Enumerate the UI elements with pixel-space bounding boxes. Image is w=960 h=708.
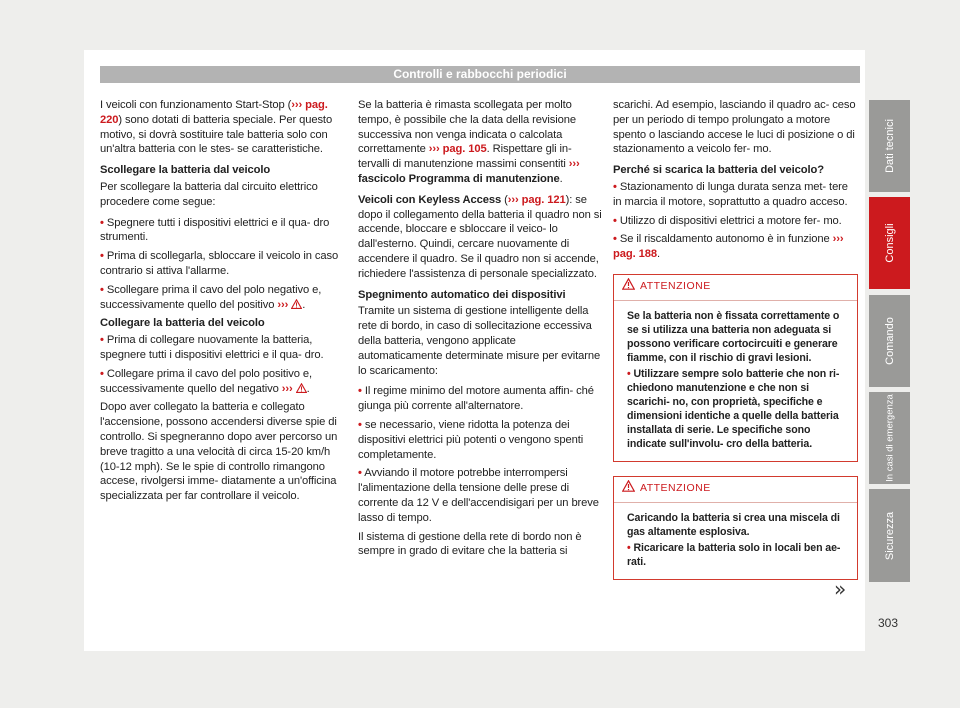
tab-in-casi-di-emergenza[interactable]: In casi di emergenza [869,392,910,484]
paragraph: Veicoli con Keyless Access (››› pag. 121): se dopo il collegamento della batteria il quadro non si accende, bloccare e sbloccare il veico- lo dall'esterno. Quindi, cercare nuovamente di accendere il quadro. Se il quadro non si accende, richiedere l'assistenza di personale specializzato. [358,193,602,280]
list-item: • Spegnere tutti i dispositivi elettrici e il qua- dro strumenti. [100,216,330,244]
paragraph: scarichi. Ad esempio, lasciando il quadro ac- ceso per un periodo di tempo prolungato a motore spento o lasciando accese le luci di posizione o di stazionamento a veicolo fer- mo. [613,99,856,156]
tab-consigli[interactable]: Consigli [869,197,910,289]
warning-triangle-icon [296,383,307,393]
page-link[interactable]: ››› pag. 220 [100,99,328,126]
warning-header [614,477,857,502]
page-link[interactable]: ››› pag. 105 [428,143,487,156]
divider [614,300,857,301]
column-2 [358,98,603,565]
bullet-icon: • [100,250,104,263]
bullet-icon: • [100,334,104,347]
column-1 [100,98,345,510]
list-item: • Avviando il motore potrebbe interrompersi l'alimentazione della tensione delle prese di corrente da 12 V e dell'accendisigari per un breve lasso di tempo. [358,467,599,524]
bullet-icon: • [613,180,617,193]
bullet-icon: • [100,283,104,296]
list-item: • Se il riscaldamento autonomo è in funzione ››› pag. 188. [613,233,844,261]
tab-comando[interactable]: Comando [869,295,910,387]
paragraph: Tramite un sistema di gestione intelligente della rete di bordo, in caso di sollecitazione eccessiva della batteria, vengono applicate automaticamente determinate misure per evitarne lo scaricamento: [358,305,601,377]
warning-body [614,511,857,579]
warning-title: ATTENZIONE [640,481,711,494]
tab-dati-tecnici[interactable]: Dati tecnici [869,100,910,192]
bullet-icon: • [100,216,104,229]
list-item: • Scollegare prima il cavo del polo negativo e, successivamente quello del positivo ››› . [100,283,322,311]
paragraph: Per scollegare la batteria dal circuito elettrico procedere come segue: [100,180,318,208]
page-title: Controlli e rabbocchi periodici [100,66,860,83]
warning-box [613,274,858,462]
divider [614,502,857,503]
bullet-icon: • [613,233,617,246]
warning-link[interactable]: ››› [277,298,289,311]
section-heading: Veicoli con Keyless Access [358,193,502,206]
list-item: • Prima di scollegarla, sbloccare il veicolo in caso contrario si attiva l'allarme. [100,250,339,277]
warning-list-item: • Ricaricare la batteria solo in locali ben ae- rati. [627,541,841,568]
warning-triangle-icon [622,480,635,492]
warning-triangle-icon [291,299,302,309]
bullet-icon: • [358,467,362,480]
tab-sicurezza[interactable]: Sicurezza [869,489,910,582]
bullet-icon: • [100,367,104,380]
section-heading: Spegnimento automatico dei dispositivi [358,288,566,301]
warning-triangle-icon [622,278,635,290]
paragraph: Se la batteria è rimasta scollegata per molto tempo, è possibile che la data della revisione successiva non venga indicata o calcolata correttamente ››› pag. 105. Rispettare gli in- tervalli di manutenzione massimi consentiti ››› fascicolo Programma di manutenzione. [358,99,580,185]
paragraph: I veicoli con funzionamento Start-Stop (››› pag. 220) sono dotati di batteria speciale. Per questo motivo, si dovrà sostituire tale batteria solo con un'altra batteria con le stes- se caratteristiche. [100,99,333,156]
bullet-icon: • [358,418,362,431]
continue-arrow-icon: » [834,577,847,601]
warning-text: Caricando la batteria si crea una miscela di gas altamente esplosiva. [627,511,840,538]
paragraph: Dopo aver collegato la batteria e collegato l'accensione, possono accendersi diverse spie di controllo. Si spegneranno dopo aver percorso un breve tragitto a una velocità di circa 15-20 km/h (10-12 mph). Se le spie di controllo rimangono accese, rivolgersi imme- diatamente a un'officina specializzata per far controllare il veicolo. [100,401,338,503]
section-heading: Scollegare la batteria dal veicolo [100,164,271,177]
bullet-icon: • [627,367,631,380]
warning-box [613,476,858,580]
list-item: • se necessario, viene ridotta la potenza dei dispositivi elettrici più potenti o vengono spenti completamente. [358,418,584,461]
warning-text: Se la batteria non è fissata correttamente o se si utilizza una batteria non adeguata si possono verificare cortocircuiti e generare fiamme, con il rischio di gravi lesioni. [627,309,840,364]
list-item: • Utilizzo di dispositivi elettrici a motore fer- mo. [613,214,842,227]
section-heading: Collegare la batteria del veicolo [100,317,265,330]
booklet-link[interactable]: ››› [568,158,580,171]
column-3 [613,98,858,580]
list-item: • Il regime minimo del motore aumenta affin- ché giunga più corrente all'alternatore. [358,385,594,413]
list-item: • Stazionamento di lunga durata senza met- tere in marcia il motore, soprattutto a quadro acceso. [613,180,848,208]
warning-title: ATTENZIONE [640,279,711,292]
page-link[interactable]: ››› pag. 121 [507,193,566,206]
bullet-icon: • [627,541,631,554]
warning-header [614,275,857,300]
section-heading: Perché si scarica la batteria del veicolo? [613,164,824,177]
warning-link[interactable]: ››› [281,382,293,395]
list-item: • Collegare prima il cavo del polo positivo e, successivamente quello del negativo ››› . [100,367,313,395]
page-number: 303 [878,616,899,630]
warning-list-item: • Utilizzare sempre solo batterie che non ri- chiedono manutenzione e che non si scarichi- no, con proprietà, specifiche e dimensioni identiche a quelle della batteria installata di serie. Le specifiche sono indicate sull'involu- cro della batteria. [627,367,840,450]
warning-body [614,309,857,461]
bullet-icon: • [613,214,617,227]
list-item: • Prima di collegare nuovamente la batteria, spegnere tutti i dispositivi elettrici e il qua- dro. [100,334,324,361]
paragraph: Il sistema di gestione della rete di bordo non è sempre in grado di evitare che la batteria si [358,530,582,558]
page-link[interactable]: ››› pag. 188 [613,233,844,261]
bullet-icon: • [358,385,362,398]
